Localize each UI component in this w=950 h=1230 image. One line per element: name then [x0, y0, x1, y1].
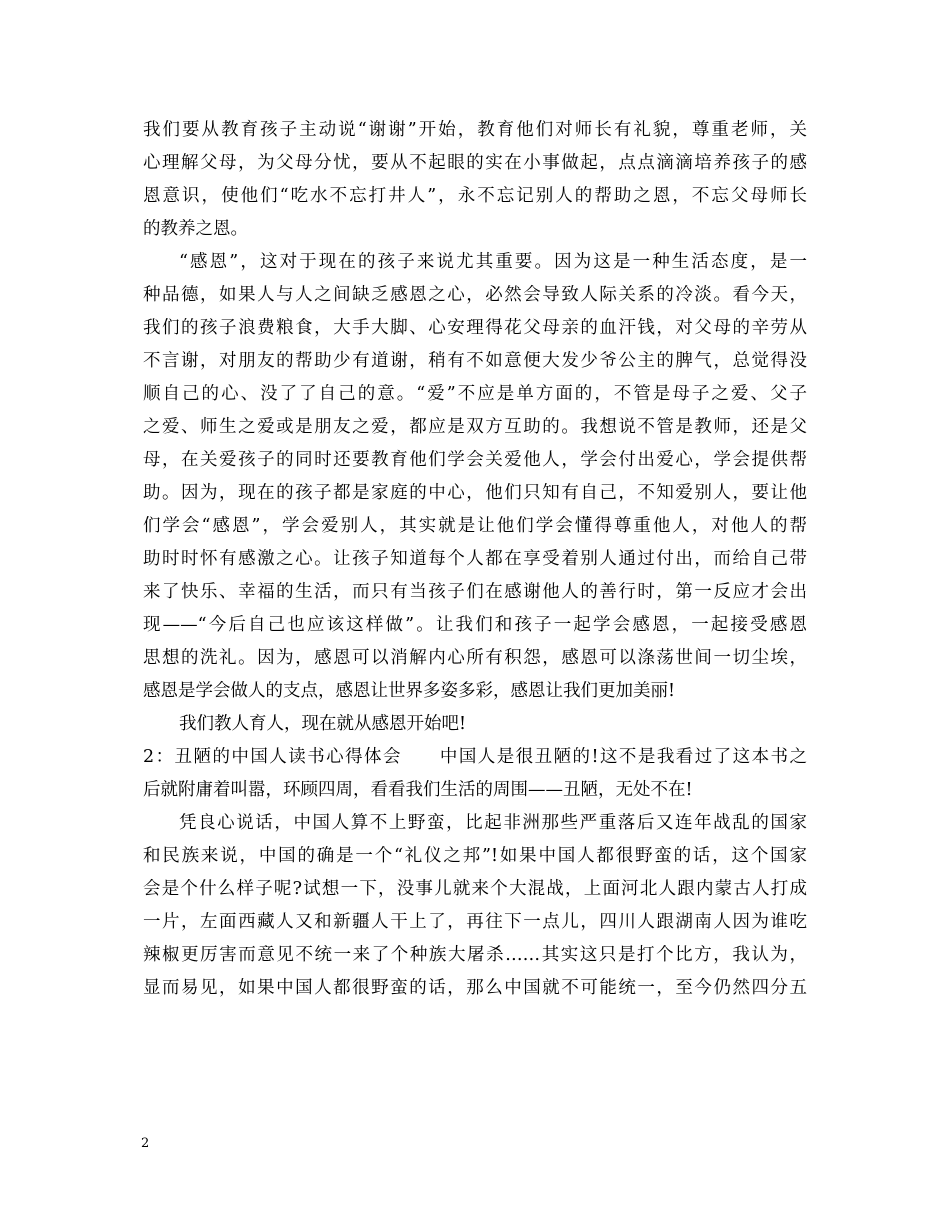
- text-line: 现——“今后自己也应该这样做”。让我们和孩子一起学会感恩，一起接受感恩: [143, 615, 807, 635]
- text-line: 思想的洗礼。因为，感恩可以消解内心所有积怨，感恩可以涤荡世间一切尘埃，: [143, 648, 807, 668]
- text-line: 我们要从教育孩子主动说“谢谢”开始，教育他们对师长有礼貌，尊重老师，关: [143, 120, 807, 140]
- text-line: 会是个什么样子呢?试想一下，没事儿就来个大混战，上面河北人跟内蒙古人打成: [143, 879, 807, 899]
- text-line: 母，在关爱孩子的同时还要教育他们学会关爱他人，学会付出爱心，学会提供帮: [143, 450, 807, 470]
- text-line: 一片，左面西藏人又和新疆人干上了，再往下一点儿，四川人跟湖南人因为谁吃: [143, 912, 807, 932]
- text-line: 我们教人育人，现在就从感恩开始吧!: [179, 714, 467, 734]
- text-line: 种品德，如果人与人之间缺乏感恩之心，必然会导致人际关系的冷淡。看今天，: [143, 285, 807, 305]
- text-line: 们学会“感恩”，学会爱别人，其实就是让他们学会懂得尊重他人，对他人的帮: [143, 516, 807, 536]
- body-text: [143, 114, 807, 1005]
- text-line: 辣椒更厉害而意见不统一来了个种族大屠杀……其实这只是打个比方，我认为，: [143, 945, 807, 965]
- text-line: 后就附庸着叫嚣，环顾四周，看看我们生活的周围——丑陋，无处不在!: [143, 780, 693, 800]
- text-line: 心理解父母，为父母分忧，要从不起眼的实在小事做起，点点滴滴培养孩子的感: [143, 153, 807, 173]
- text-line: 我们的孩子浪费粮食，大手大脚、心安理得花父母亲的血汗钱，对父母的辛劳从: [143, 318, 807, 338]
- text-line: 2：丑陋的中国人读书心得体会 中国人是很丑陋的!这不是我看过了这本书之: [143, 747, 807, 767]
- text-line: 顺自己的心、没了了自己的意。“爱”不应是单方面的，不管是母子之爱、父子: [143, 384, 807, 404]
- text-line: “感恩”，这对于现在的孩子来说尤其重要。因为这是一种生活态度，是一: [179, 252, 807, 272]
- text-line: 凭良心说话，中国人算不上野蛮，比起非洲那些严重落后又连年战乱的国家: [179, 813, 807, 833]
- text-line: 助时时怀有感激之心。让孩子知道每个人都在享受着别人通过付出，而给自己带: [143, 549, 807, 569]
- text-line: 显而易见，如果中国人都很野蛮的话，那么中国就不可能统一，至今仍然四分五: [143, 978, 807, 998]
- text-line: 的教养之恩。: [143, 219, 248, 239]
- page-number: 2: [141, 1136, 150, 1151]
- text-line: 助。因为，现在的孩子都是家庭的中心，他们只知有自己，不知爱别人，要让他: [143, 483, 807, 503]
- text-line: 和民族来说，中国的确是一个“礼仪之邦”!如果中国人都很野蛮的话，这个国家: [143, 846, 807, 866]
- text-line: 来了快乐、幸福的生活，而只有当孩子们在感谢他人的善行时，第一反应才会出: [143, 582, 807, 602]
- text-line: 之爱、师生之爱或是朋友之爱，都应是双方互助的。我想说不管是教师，还是父: [143, 417, 807, 437]
- text-line: 感恩是学会做人的支点，感恩让世界多姿多彩，感恩让我们更加美丽!: [143, 681, 676, 701]
- text-line: 不言谢，对朋友的帮助少有道谢，稍有不如意便大发少爷公主的脾气，总觉得没: [143, 351, 807, 371]
- text-line: 恩意识，使他们“吃水不忘打井人”，永不忘记别人的帮助之恩，不忘父母师长: [143, 186, 807, 206]
